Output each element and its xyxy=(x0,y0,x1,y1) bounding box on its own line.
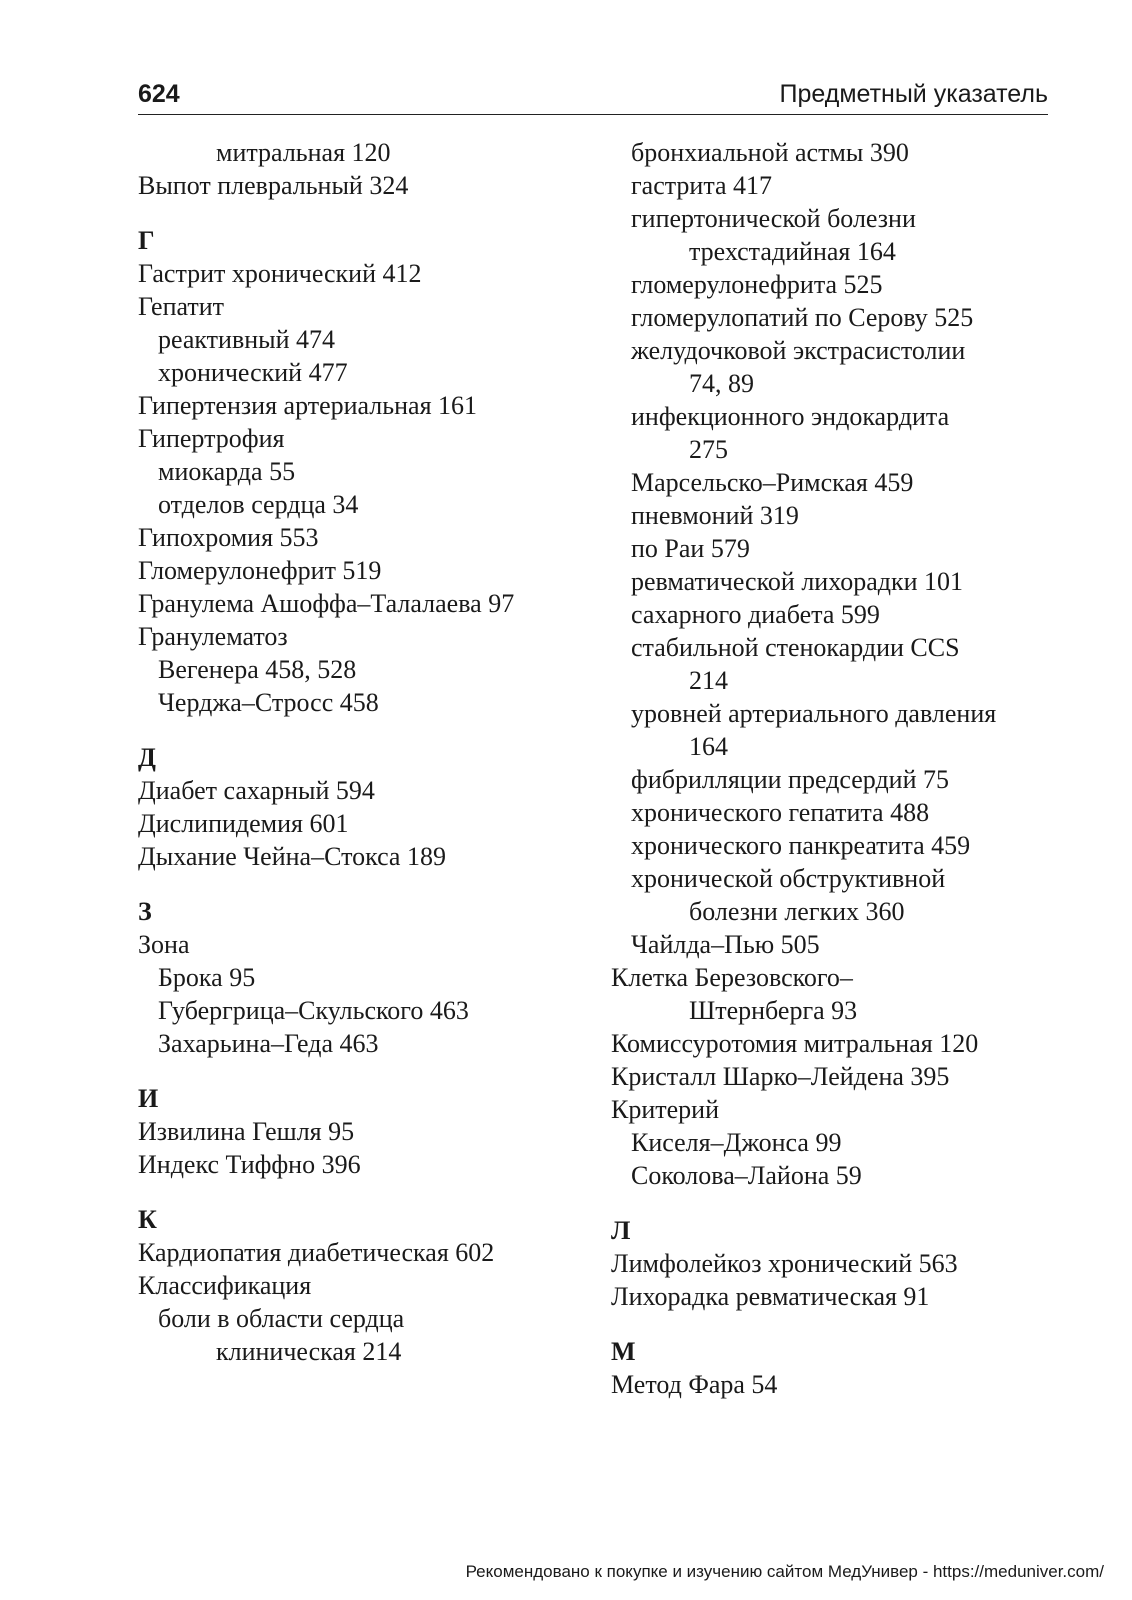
index-entry: Дыхание Чейна–Стокса 189 xyxy=(138,842,446,871)
index-subentry: Штернберга 93 xyxy=(689,996,858,1025)
index-subentry: Захарьина–Геда 463 xyxy=(158,1029,379,1058)
index-entry: Зона xyxy=(138,930,190,959)
index-subentry: инфекционного эндокардита xyxy=(631,402,950,431)
letter-heading: З xyxy=(138,897,152,926)
index-entry: Гломерулонефрит 519 xyxy=(138,556,382,585)
page-number: 624 xyxy=(138,80,180,108)
index-subentry: болезни легких 360 xyxy=(689,897,905,926)
index-entry: Гипертрофия xyxy=(138,424,285,453)
index-subentry: Киселя–Джонса 99 xyxy=(631,1128,842,1157)
index-entry: Комиссуротомия митральная 120 xyxy=(611,1029,979,1058)
index-entry: Гранулема Ашоффа–Талалаева 97 xyxy=(138,589,515,618)
index-subentry: реактивный 474 xyxy=(158,325,336,354)
index-subentry: хронической обструктивной xyxy=(631,864,946,893)
index-subentry: 275 xyxy=(689,435,728,464)
index-subentry: ревматической лихорадки 101 xyxy=(631,567,964,596)
index-subentry: отделов сердца 34 xyxy=(158,490,359,519)
index-subentry: трехстадийная 164 xyxy=(689,237,896,266)
index-subentry: гастрита 417 xyxy=(631,171,773,200)
index-subentry: боли в области сердца xyxy=(158,1304,405,1333)
index-entry: Критерий xyxy=(611,1095,719,1124)
index-subentry: хронический 477 xyxy=(158,358,348,387)
letter-heading: К xyxy=(138,1205,157,1234)
index-entry: Метод Фара 54 xyxy=(611,1370,778,1399)
index-subentry: клиническая 214 xyxy=(216,1337,402,1366)
index-entry: Дислипидемия 601 xyxy=(138,809,349,838)
index-subentry: 74, 89 xyxy=(689,369,754,398)
index-subentry: 214 xyxy=(689,666,728,695)
letter-heading: Л xyxy=(611,1216,631,1245)
index-subentry: Черджа–Стросс 458 xyxy=(158,688,379,717)
index-subentry: гломерулонефрита 525 xyxy=(631,270,883,299)
index-entry: Классификация xyxy=(138,1271,312,1300)
letter-heading: Г xyxy=(138,226,155,255)
index-subentry: Вегенера 458, 528 xyxy=(158,655,357,684)
index-subentry: миокарда 55 xyxy=(158,457,296,486)
letter-heading: Д xyxy=(138,743,156,772)
index-entry: Кардиопатия диабетическая 602 xyxy=(138,1238,495,1267)
index-subentry: фибрилляции предсердий 75 xyxy=(631,765,950,794)
index-subentry: гломерулопатий по Серову 525 xyxy=(631,303,974,332)
index-subentry: по Раи 579 xyxy=(631,534,750,563)
index-entry: Гранулематоз xyxy=(138,622,288,651)
index-subentry: 164 xyxy=(689,732,728,761)
index-subentry: пневмоний 319 xyxy=(631,501,799,530)
index-entry: Индекс Тиффно 396 xyxy=(138,1150,361,1179)
index-column-right xyxy=(611,136,1061,1401)
index-subentry: бронхиальной астмы 390 xyxy=(631,138,909,167)
index-entry: Гипертензия артериальная 161 xyxy=(138,391,478,420)
running-title: Предметный указатель xyxy=(779,80,1048,108)
letter-heading: И xyxy=(138,1084,159,1113)
index-entry: Гепатит xyxy=(138,292,225,321)
index-entry: Диабет сахарный 594 xyxy=(138,776,375,805)
index-subentry: стабильной стенокардии CCS xyxy=(631,633,960,662)
index-subentry: Губергрица–Скульского 463 xyxy=(158,996,469,1025)
index-subentry: уровней артериального давления xyxy=(631,699,997,728)
letter-heading: М xyxy=(611,1337,636,1366)
index-subentry: Соколова–Лайона 59 xyxy=(631,1161,862,1190)
footer-note: Рекомендовано к покупке и изучению сайтом МедУнивер - https://meduniver.com/ xyxy=(465,1562,1104,1581)
index-entry: Гастрит хронический 412 xyxy=(138,259,422,288)
index-subentry: сахарного диабета 599 xyxy=(631,600,880,629)
index-subentry: хронического панкреатита 459 xyxy=(631,831,971,860)
index-entry: Кристалл Шарко–Лейдена 395 xyxy=(611,1062,950,1091)
index-entry: Клетка Березовского– xyxy=(611,963,853,992)
page-header xyxy=(138,76,1048,115)
index-subentry: Брока 95 xyxy=(158,963,256,992)
index-entry: Лихорадка ревматическая 91 xyxy=(611,1282,930,1311)
index-subentry: Чайлда–Пью 505 xyxy=(631,930,820,959)
index-entry: Извилина Гешля 95 xyxy=(138,1117,355,1146)
index-entry: Выпот плевральный 324 xyxy=(138,171,409,200)
index-subentry: гипертонической болезни xyxy=(631,204,916,233)
index-column-left xyxy=(138,136,588,1368)
index-subentry: митральная 120 xyxy=(216,138,391,167)
index-subentry: хронического гепатита 488 xyxy=(631,798,930,827)
index-entry: Лимфолейкоз хронический 563 xyxy=(611,1249,958,1278)
index-subentry: Марсельско–Римская 459 xyxy=(631,468,914,497)
index-subentry: желудочковой экстрасистолии xyxy=(631,336,966,365)
index-entry: Гипохромия 553 xyxy=(138,523,319,552)
